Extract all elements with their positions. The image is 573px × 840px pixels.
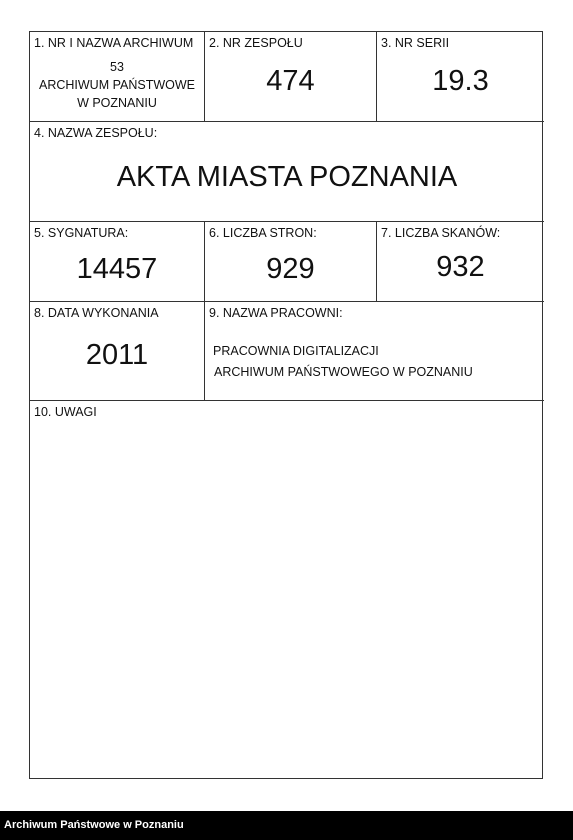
remarks-label: 10. UWAGI [34, 405, 97, 419]
fond-name-cell [30, 122, 544, 222]
scan-count-label: 7. LICZBA SKANÓW: [381, 226, 501, 240]
date-done-cell [30, 302, 205, 401]
remarks-cell [30, 401, 544, 780]
footer-text: Archiwum Państwowe w Poznaniu [4, 819, 184, 831]
archive-number: 53 [110, 60, 124, 74]
series-number-value: 19.3 [432, 65, 489, 97]
series-number-cell [377, 32, 544, 122]
page-count-cell [205, 222, 377, 302]
page-count-label: 6. LICZBA STRON: [209, 226, 317, 240]
archive-cell [30, 32, 205, 122]
fond-name-value: AKTA MIASTA POZNANIA [116, 161, 458, 193]
signature-label: 5. SYGNATURA: [34, 226, 129, 240]
workshop-cell [205, 302, 544, 401]
archive-name-line1: ARCHIWUM PAŃSTWOWE [38, 78, 195, 92]
archive-record-card [29, 31, 543, 779]
archive-label: 1. NR I NAZWA ARCHIWUM [34, 36, 194, 50]
footer-bar [0, 811, 573, 840]
fond-number-cell [205, 32, 377, 122]
date-done-label: 8. DATA WYKONANIA [34, 306, 159, 320]
date-done-value: 2011 [85, 339, 149, 371]
signature-cell [30, 222, 205, 302]
signature-value: 14457 [76, 253, 158, 285]
fond-name-label: 4. NAZWA ZESPOŁU: [34, 126, 158, 140]
scan-count-value: 932 [436, 251, 485, 283]
fond-number-value: 474 [266, 65, 315, 97]
series-number-label: 3. NR SERII [381, 36, 450, 50]
fond-number-label: 2. NR ZESPOŁU [209, 36, 303, 50]
archive-name-line2: W POZNANIU [77, 96, 157, 110]
workshop-line1: PRACOWNIA DIGITALIZACJI [213, 344, 379, 358]
workshop-line2: ARCHIWUM PAŃSTWOWEGO W POZNANIU [214, 365, 473, 379]
scan-count-cell [377, 222, 544, 302]
workshop-label: 9. NAZWA PRACOWNI: [209, 306, 343, 320]
page-count-value: 929 [266, 253, 315, 285]
